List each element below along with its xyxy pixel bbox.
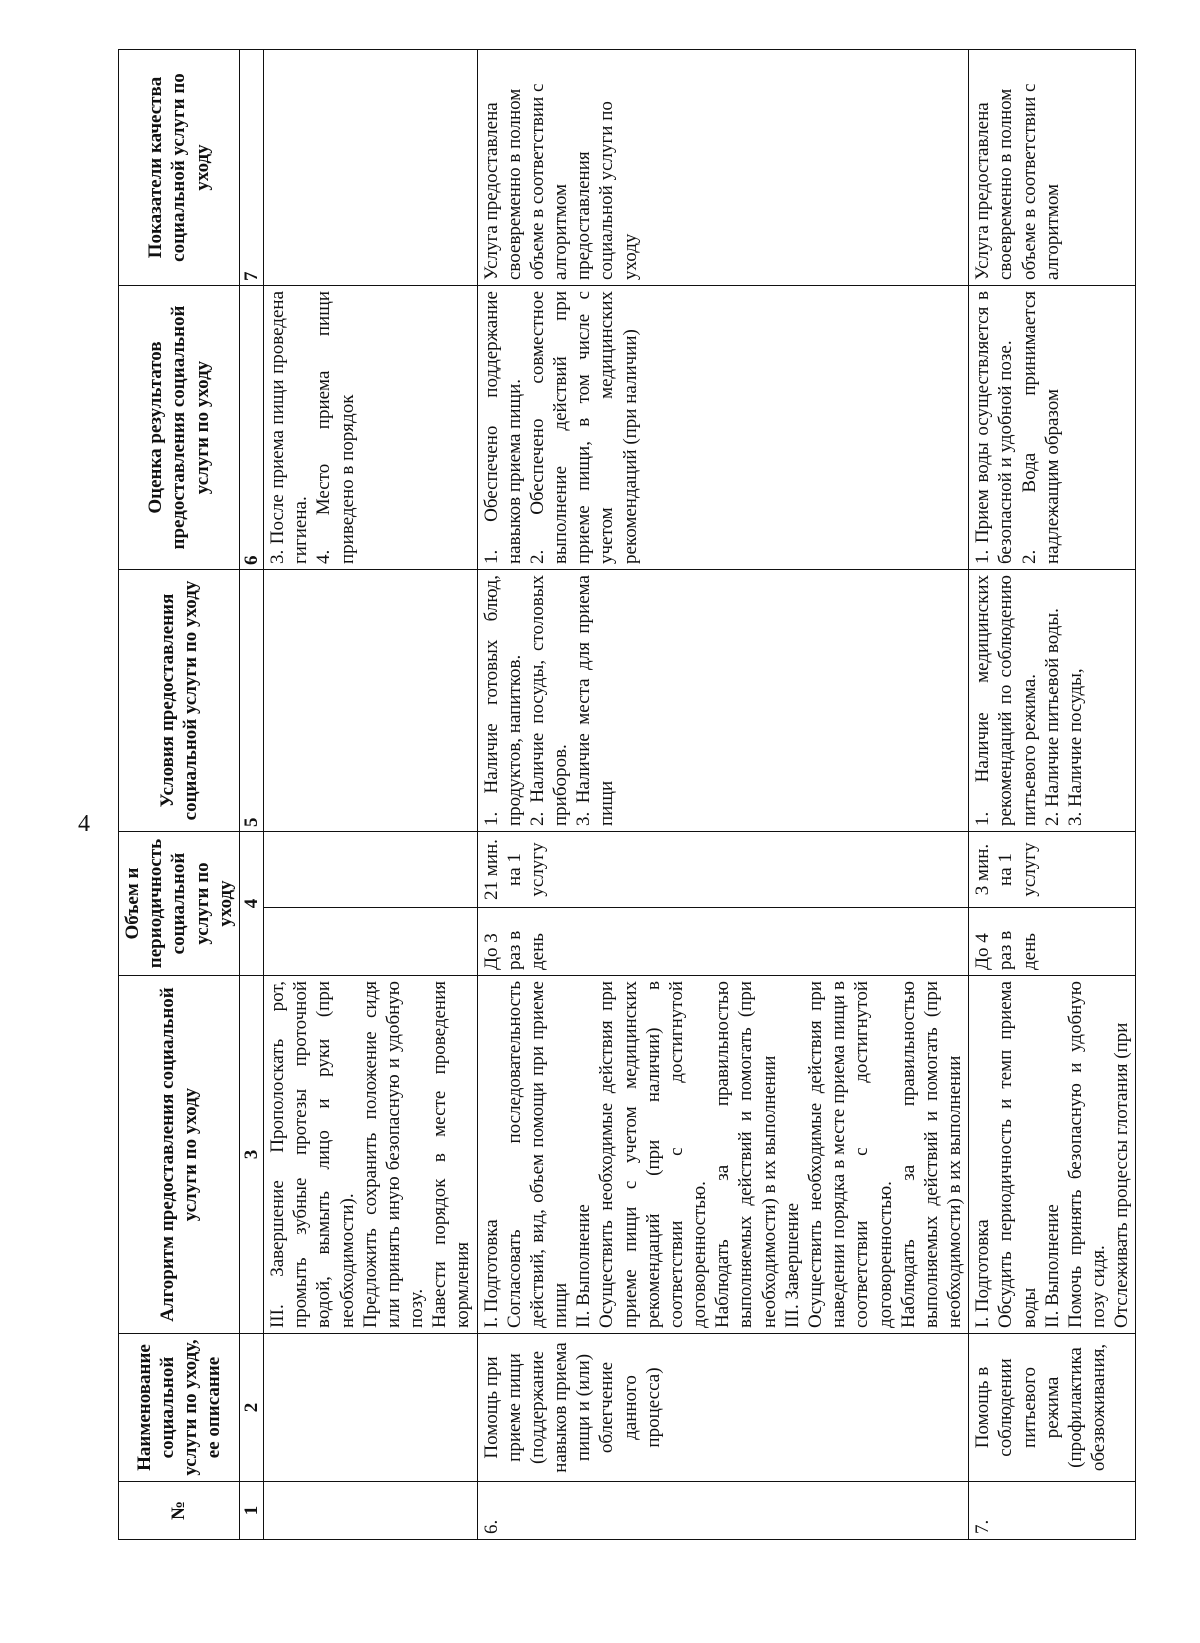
row-conditions [477, 570, 969, 832]
algorithm-line: I. Подготовка [972, 1219, 994, 1328]
algorithm-line: Согласовать последовательность действий, вид, объем помощи при приеме пищи [503, 981, 572, 1328]
algorithm-line: Осуществить необходимые действия при приеме пищи с учетом медицинских рекомендаций (при наличии) в соответствии с достигнутой договоренностью. [596, 981, 711, 1328]
algorithm-line: Навести порядок в месте проведения кормления [429, 981, 474, 1328]
evaluation-line: 3. После приема пищи проведена гигиена. [267, 291, 312, 564]
conditions-line: 1. Наличие готовых блюд, продуктов, напитков. [480, 575, 525, 826]
row-quality [264, 50, 478, 286]
algorithm-line: I. Подготовка [480, 1219, 502, 1328]
evaluation-line: 2. Вода принимается надлежащим образом [1018, 291, 1063, 564]
algorithm-line: Наблюдать за правильностью выполняемых действий и помогать (при необходимости) в их выполнении [897, 981, 966, 1328]
algorithm-line: II. Выполнение [573, 1204, 595, 1328]
row-algorithm [264, 976, 478, 1334]
row-quality: Услуга предоставлена своевременно в полном объеме в соответствии с алгоритмом предоставления социальной услуги по уходу [477, 50, 969, 286]
row-evaluation [969, 286, 1136, 570]
header-conditions: Условия предоставления социальной услуги по уходу [119, 570, 240, 832]
header-volume: Объем и периодичность социальной услуги по уходу [119, 832, 240, 976]
row-volume: 21 мин. на 1 услугу [477, 832, 969, 908]
col-num-2: 2 [239, 1334, 263, 1482]
row-evaluation [477, 286, 969, 570]
row-conditions [969, 570, 1136, 832]
row-algorithm [969, 976, 1136, 1334]
conditions-line: 2. Наличие питьевой воды. [1041, 608, 1063, 826]
evaluation-line: 4. Место приема пищи приведено в порядок [313, 291, 358, 564]
header-row [119, 50, 240, 1540]
header-name: Наименование социальной услуги по уходу, ее описание [119, 1334, 240, 1482]
table-row [264, 50, 478, 1540]
row-name: Помощь при приеме пищи (поддержание навыков приема пищи и (или) облегчение данного процесса) [477, 1334, 969, 1482]
page-number: 4 [78, 811, 90, 837]
row-conditions [264, 570, 478, 832]
header-algorithm: Алгоритм предоставления социальной услуги по уходу [119, 976, 240, 1334]
row-num: 6. [477, 1482, 969, 1540]
row-num [264, 1482, 478, 1540]
evaluation-line: 1. Прием воды осуществляется в безопасной и удобной позе. [972, 291, 1017, 564]
col-num-7: 7 [239, 50, 263, 286]
row-name [264, 1334, 478, 1482]
algorithm-line: Наблюдать за правильностью выполняемых действий и помогать (при необходимости) в их выполнении [712, 981, 780, 1328]
col-num-3: 3 [239, 976, 263, 1334]
row-algorithm [477, 976, 969, 1334]
column-number-row [239, 50, 263, 1540]
algorithm-line: II. Выполнение [1041, 1204, 1063, 1328]
table-row [969, 50, 1136, 1540]
services-table [118, 49, 1136, 1540]
row-frequency: До 3 раз в день [477, 908, 969, 976]
row-frequency [264, 908, 478, 976]
conditions-line: 3. Наличие посуды, [1064, 668, 1086, 826]
algorithm-line: Предложить сохранить положение сидя или принять иную безопасную и удобную позу. [359, 981, 428, 1328]
row-frequency: До 4 раз в день [969, 908, 1136, 976]
row-num: 7. [969, 1482, 1136, 1540]
col-num-5: 5 [239, 570, 263, 832]
conditions-line: 2. Наличие посуды, столовых приборов. [526, 575, 572, 826]
row-evaluation [264, 286, 478, 570]
header-quality: Показатели качества социальной услуги по уходу [119, 50, 240, 286]
evaluation-line: 1. Обеспечено поддержание навыков приема пищи. [480, 291, 525, 564]
col-num-4: 4 [239, 832, 263, 976]
header-num: № [119, 1482, 240, 1540]
algorithm-line: III. Завершение [781, 1202, 803, 1328]
algorithm-line: Отслеживать процессы глотания (при [1111, 1022, 1133, 1328]
algorithm-line: Осуществить необходимые действия при наведении порядка в месте приема пищи в соответствии с достигнутой договоренностью. [804, 981, 896, 1328]
algorithm-line: Помочь принять безопасную и удобную позу сидя. [1064, 981, 1110, 1328]
conditions-line: 3. Наличие места для приема пищи [573, 575, 618, 826]
col-num-1: 1 [239, 1482, 263, 1540]
col-num-6: 6 [239, 286, 263, 570]
algorithm-line: III. Завершение Прополоскать рот, промыть зубные протезы проточной водой, вымыть лицо и руки (при необходимости). [267, 981, 358, 1328]
row-name: Помощь в соблюдении питьевого режима (профилактика обезвоживания, [969, 1334, 1136, 1482]
row-quality: Услуга предоставлена своевременно в полном объеме в соответствии с алгоритмом [969, 50, 1136, 286]
algorithm-line: Обсудить периодичность и темп приема воды [995, 981, 1040, 1328]
row-volume: 3 мин. на 1 услугу [969, 832, 1136, 908]
evaluation-line: 2. Обеспечено совместное выполнение действий при приеме пищи, в том числе с учетом медицинских рекомендаций (при наличии) [526, 291, 641, 564]
header-evaluation: Оценка результатов предоставления социальной услуги по уходу [119, 286, 240, 570]
table-row [477, 50, 969, 1540]
conditions-line: 1. Наличие медицинских рекомендаций по соблюдению питьевого режима. [972, 575, 1040, 826]
rotated-table-container [118, 50, 1133, 1540]
row-volume [264, 832, 478, 908]
